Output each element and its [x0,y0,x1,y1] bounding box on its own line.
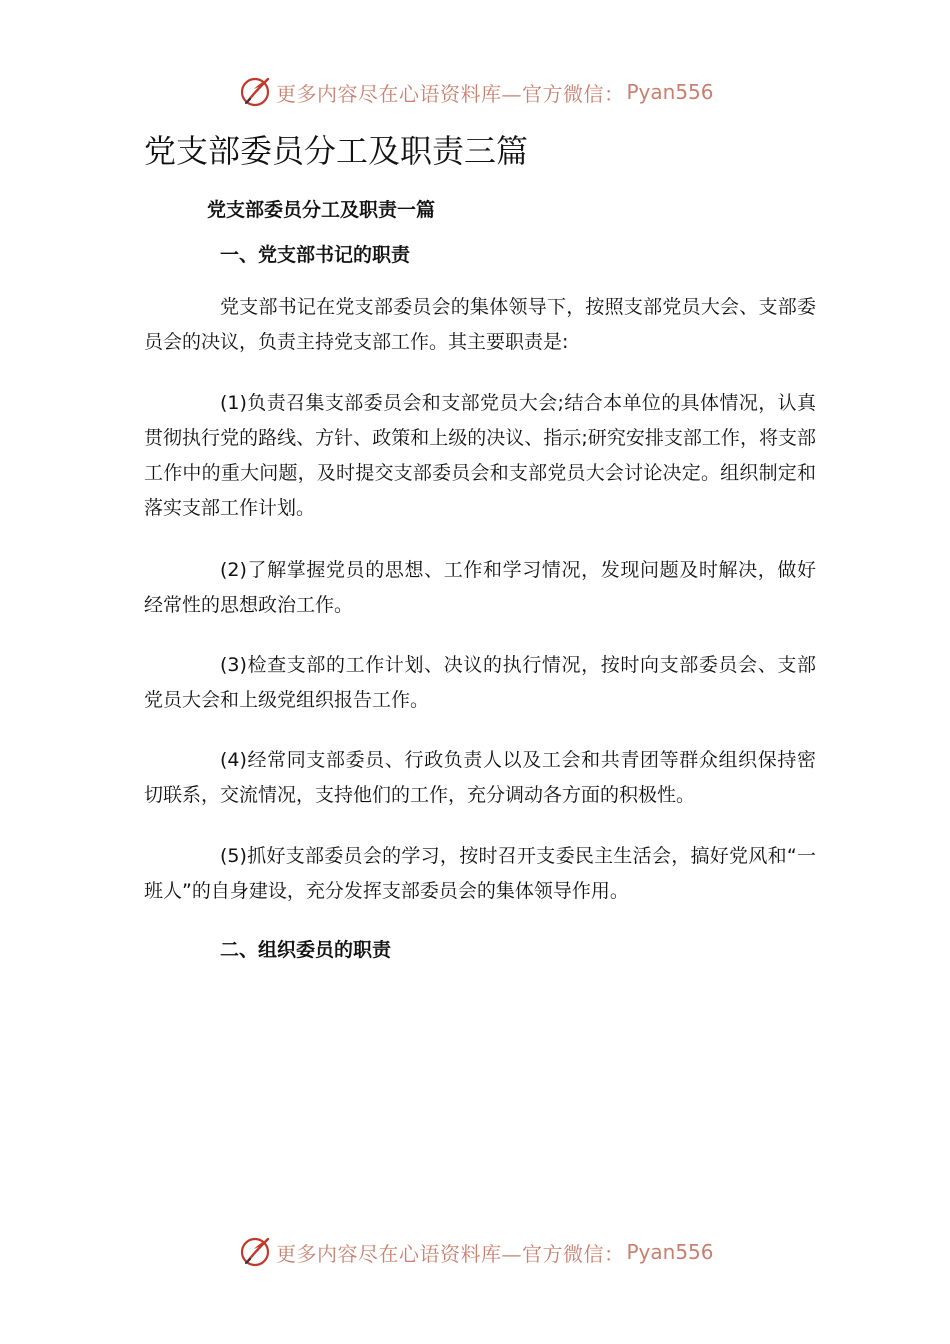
section-heading-secretary: 一、党支部书记的职责 [220,244,411,266]
document-subtitle: 党支部委员分工及职责一篇 [207,199,436,221]
duty-item-5: (5)抓好支部委员会的学习，按时召开支委民主生活会，搞好党风和“一班人”的自身建设，充分发挥支部委员会的集体领导作用。 [144,845,816,902]
watermark-header [238,74,714,110]
duty-item-3: (3)检查支部的工作计划、决议的执行情况，按时向支部委员会、支部党员大会和上级党组织报告工作。 [144,654,816,711]
quill-logo-icon [238,75,272,109]
duty-item-2: (2)了解掌握党员的思想、工作和学习情况，发现问题及时解决，做好经常性的思想政治工作。 [144,559,816,616]
duty-item-1: (1)负责召集支部委员会和支部党员大会;结合本单位的具体情况，认真贯彻执行党的路线、方针、政策和上级的决议、指示;研究安排支部工作，将支部工作中的重大问题，及时提交支部委员会和支部党员大会讨论决定。组织制定和落实支部工作计划。 [144,392,816,519]
section-heading-organization: 二、组织委员的职责 [220,939,392,961]
duty-item-4: (4)经常同支部委员、行政负责人以及工会和共青团等群众组织保持密切联系，交流情况，支持他们的工作，充分调动各方面的积极性。 [144,749,816,806]
watermark-text: 更多内容尽在心语资料库—官方微信： [276,81,625,106]
watermark-wechat-id: Pyan556 [626,1240,714,1264]
quill-logo-icon [238,1235,272,1269]
watermark-footer [238,1234,714,1270]
document-title: 党支部委员分工及职责三篇 [144,132,529,170]
intro-paragraph: 党支部书记在党支部委员会的集体领导下，按照支部党员大会、支部委员会的决议，负责主持党支部工作。其主要职责是: [144,296,816,353]
watermark-wechat-id: Pyan556 [626,80,714,104]
watermark-text: 更多内容尽在心语资料库—官方微信： [276,1241,625,1266]
